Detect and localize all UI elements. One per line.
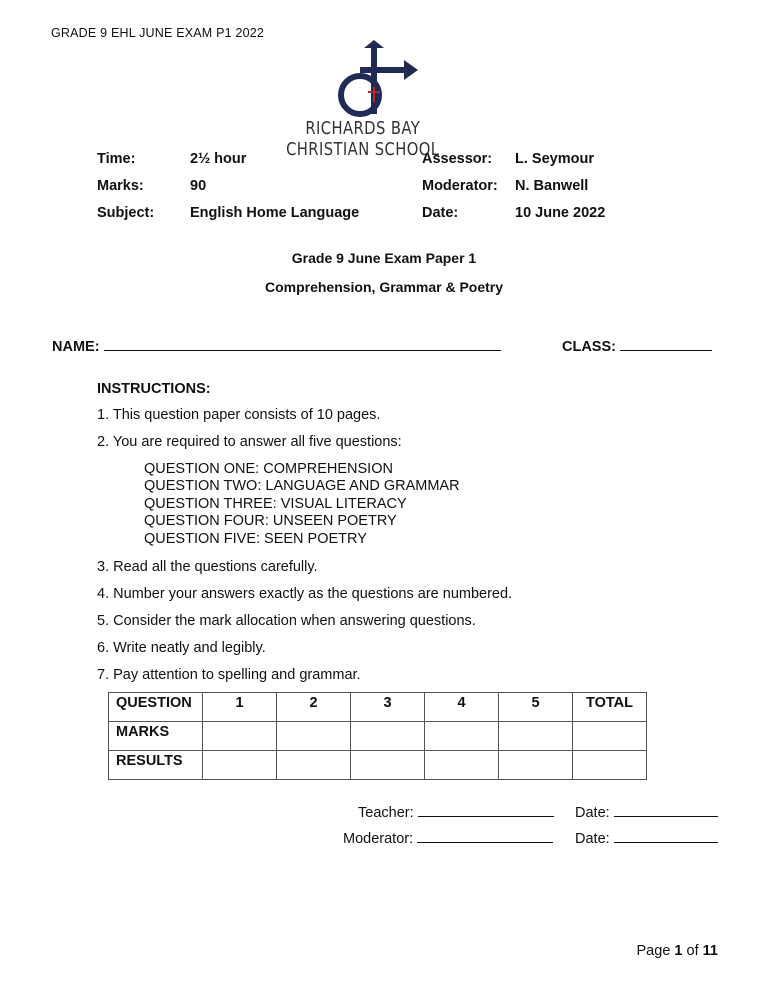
- page-prefix: Page: [636, 943, 671, 959]
- paper-subtitle: Comprehension, Grammar & Poetry: [264, 279, 504, 295]
- moderator-label: Moderator:: [422, 178, 498, 194]
- teacher-date-blank[interactable]: [614, 802, 718, 817]
- class-field[interactable]: [562, 336, 712, 355]
- instruction-item: 7. Pay attention to spelling and grammar.: [97, 667, 361, 683]
- instruction-item: 5. Consider the mark allocation when answering questions.: [97, 613, 476, 629]
- question-list-item: QUESTION FOUR: UNSEEN POETRY: [144, 513, 397, 529]
- table-header: 4: [425, 693, 499, 722]
- class-label: CLASS:: [562, 339, 616, 355]
- time-label: Time:: [97, 151, 136, 167]
- marks-label: Marks:: [97, 178, 144, 194]
- page-number: [637, 943, 718, 959]
- moderator-date-field[interactable]: [575, 828, 718, 847]
- moderator-blank[interactable]: [417, 828, 553, 843]
- table-cell[interactable]: [351, 722, 425, 751]
- page-of: of: [686, 943, 699, 959]
- teacher-blank[interactable]: [418, 802, 554, 817]
- table-header: 3: [351, 693, 425, 722]
- table-cell[interactable]: [277, 722, 351, 751]
- table-cell[interactable]: [573, 722, 647, 751]
- assessor-value: L. Seymour: [515, 151, 594, 167]
- table-cell[interactable]: [351, 751, 425, 780]
- instruction-item: 6. Write neatly and legibly.: [97, 640, 266, 656]
- teacher-label: Teacher:: [358, 805, 414, 821]
- name-blank[interactable]: [104, 336, 501, 351]
- moderator-date-blank[interactable]: [614, 828, 718, 843]
- school-name: RICHARDS BAY CHRISTIAN SCHOOL: [286, 118, 440, 160]
- school-logo-icon: [330, 40, 420, 120]
- assessor-label: Assessor:: [422, 151, 493, 167]
- instruction-item: 3. Read all the questions carefully.: [97, 559, 318, 575]
- table-header: 2: [277, 693, 351, 722]
- time-value: 2½ hour: [190, 151, 247, 167]
- table-cell[interactable]: [203, 751, 277, 780]
- question-list-item: QUESTION TWO: LANGUAGE AND GRAMMAR: [144, 478, 460, 494]
- question-list-item: QUESTION THREE: VISUAL LITERACY: [144, 496, 407, 512]
- moderator-value: N. Banwell: [515, 178, 589, 194]
- subject-value: English Home Language: [190, 205, 360, 221]
- question-list-item: QUESTION FIVE: SEEN POETRY: [144, 531, 367, 547]
- moderator-sign-label: Moderator:: [343, 831, 414, 847]
- table-row: [109, 722, 647, 751]
- moderator-signature-field[interactable]: [343, 828, 553, 847]
- teacher-date-field[interactable]: [575, 802, 718, 821]
- instruction-item: 4. Number your answers exactly as the questions are numbered.: [97, 586, 513, 602]
- table-cell[interactable]: [203, 722, 277, 751]
- name-label: NAME:: [52, 339, 100, 355]
- paper-title: Grade 9 June Exam Paper 1: [291, 250, 477, 266]
- table-header: 5: [499, 693, 573, 722]
- table-cell[interactable]: [499, 751, 573, 780]
- date-label: Date:: [575, 805, 610, 821]
- table-cell[interactable]: [277, 751, 351, 780]
- table-cell[interactable]: [425, 751, 499, 780]
- table-header: TOTAL: [573, 693, 647, 722]
- instructions-title: INSTRUCTIONS:: [97, 381, 211, 397]
- subject-label: Subject:: [97, 205, 155, 221]
- date-value: 10 June 2022: [515, 205, 606, 221]
- row-label-results: RESULTS: [109, 751, 203, 780]
- marks-value: 90: [190, 178, 207, 194]
- instruction-item: 1. This question paper consists of 10 pages.: [97, 407, 381, 423]
- results-table: [108, 692, 647, 780]
- table-cell[interactable]: [425, 722, 499, 751]
- page-current: 1: [674, 943, 683, 959]
- table-row: [109, 751, 647, 780]
- question-list-item: QUESTION ONE: COMPREHENSION: [144, 461, 393, 477]
- row-label-marks: MARKS: [109, 722, 203, 751]
- page-total: 11: [702, 943, 718, 959]
- table-header-row: [109, 693, 647, 722]
- exam-code-header: GRADE 9 EHL JUNE EXAM P1 2022: [51, 26, 265, 40]
- table-header: QUESTION: [109, 693, 203, 722]
- date-label: Date:: [422, 205, 459, 221]
- table-cell[interactable]: [499, 722, 573, 751]
- date-label: Date:: [575, 831, 610, 847]
- class-blank[interactable]: [620, 336, 712, 351]
- teacher-signature-field[interactable]: [358, 802, 554, 821]
- name-field[interactable]: [52, 336, 501, 355]
- table-header: 1: [203, 693, 277, 722]
- table-cell[interactable]: [573, 751, 647, 780]
- instruction-item: 2. You are required to answer all five questions:: [97, 434, 402, 450]
